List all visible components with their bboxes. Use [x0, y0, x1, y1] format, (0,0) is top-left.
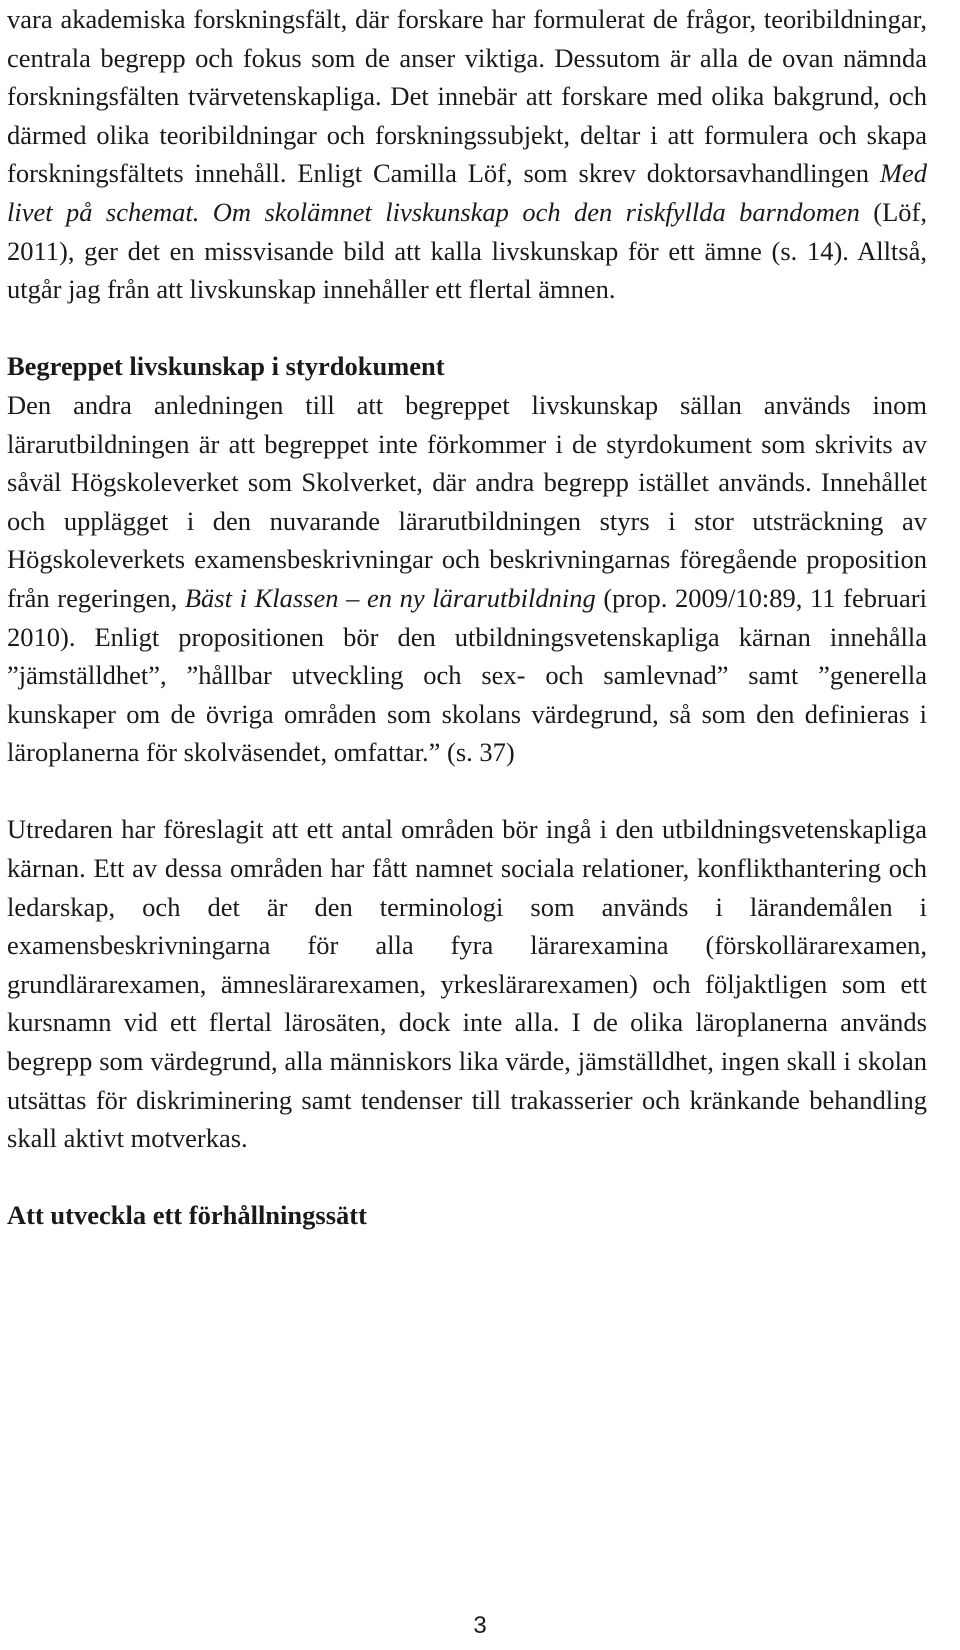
paragraph-intro — [7, 0, 927, 309]
paragraph-styrdokument — [7, 386, 927, 772]
spacer — [7, 1158, 927, 1197]
paragraph-styrdokument-text-a: Den andra anledningen till att begreppet livskunskap sällan används inom lärarutbildningen är att begreppet inte förkommer i de styrdokument som skrivits av såväl Högskoleverket som Skolverket, där andra begrepp istället används. Innehållet och upplägget i den nuvarande lärarutbildningen styrs i stor utsträckning av Högskoleverkets examensbeskrivningar och beskrivningarnas föregående proposition från regeringen, — [7, 389, 927, 613]
paragraph-styrdokument-text-b: (prop. 2009/10:89, 11 februari 2010). Enligt propositionen bör den utbildningsvetenskapliga kärnan innehålla ”jämställdhet”, ”hållbar utveckling och sex- och samlevnad” samt ”generella kunskaper om de övriga områden som skolans värdegrund, så som den definieras i läroplanerna för skolväsendet, omfattar.” (s. 37) — [7, 582, 927, 768]
page-number: 3 — [473, 1612, 487, 1639]
paragraph-utredaren: Utredaren har föreslagit att ett antal områden bör ingå i den utbildningsvetenskapliga kärnan. Ett av dessa områden har fått namnet sociala relationer, konflikthantering och ledarskap, och det är den terminologi som används i lärandemålen i examensbeskrivningarna för alla fyra lärarexamina (förskollärarexamen, grundlärarexamen, ämneslärarexamen, yrkeslärarexamen) och följaktligen som ett kursnamn vid ett flertal lärosäten, dock inte alla. I de olika läroplanerna används begrepp som värdegrund, alla människors lika värde, jämställdhet, ingen skall i skolan utsättas för diskriminering samt tendenser till trakasserier och kränkande behandling skall aktivt motverkas. — [7, 814, 927, 1154]
dissertation-title: Med livet på schemat. Om skolämnet livskunskap och den riskfyllda barndomen — [7, 158, 927, 227]
paragraph-intro-text-a: vara akademiska forskningsfält, där forskare har formulerat de frågor, teoribildningar, centrala begrepp och fokus som de anser viktiga. Dessutom är alla de ovan nämnda forskningsfälten tvärvetenskapliga. Det innebär att forskare med olika bakgrund, och därmed olika teoribildningar och forskningssubjekt, deltar i att formulera och skapa forskningsfältets innehåll. Enligt Camilla Löf, som skrev doktorsavhandlingen — [7, 4, 927, 189]
section-heading-styrdokument: Begreppet livskunskap i styrdokument — [7, 351, 445, 382]
spacer — [7, 309, 927, 348]
spacer — [7, 772, 927, 811]
paragraph-intro-text-b: (Löf, 2011), ger det en missvisande bild att kalla livskunskap för ett ämne (s. 14). Alltså, utgår jag från att livskunskap innehåller ett flertal ämnen. — [7, 196, 927, 305]
section-heading-forhallningssatt: Att utveckla ett förhållningssätt — [7, 1200, 367, 1231]
document-page — [7, 0, 927, 1235]
proposition-title: Bäst i Klassen – en ny lärarutbildning — [184, 582, 596, 613]
